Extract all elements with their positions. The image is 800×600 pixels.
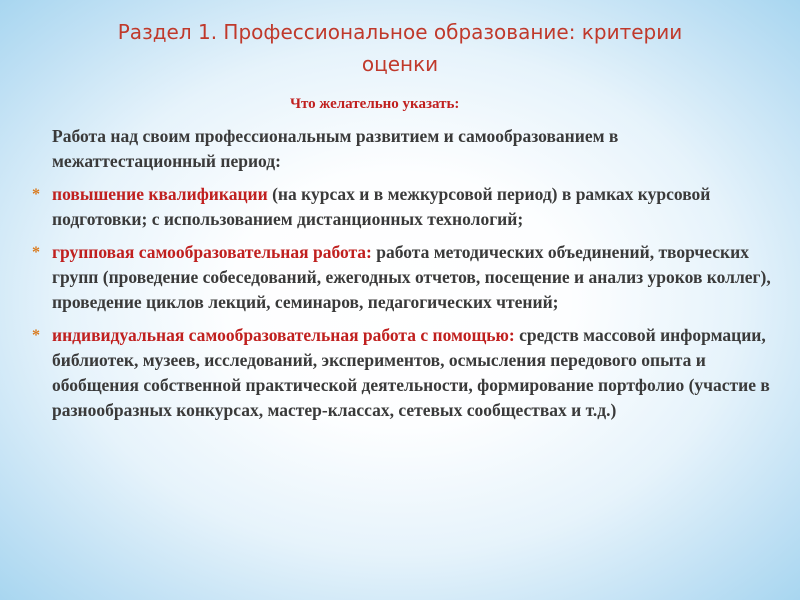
slide-title-line-1: Раздел 1. Профессиональное образование: критерии (117, 20, 683, 44)
bullet-2-text: работа методических объединений, творческих групп (проведение собеседований, ежегодных отчетов, посещение и анализ уроков коллег), проведение циклов лекций, семинаров, педагогических чтений; (52, 242, 771, 312)
bullet-2-highlight: групповая самообразовательная работа: (52, 242, 372, 262)
slide-title (40, 16, 760, 80)
asterisk-icon: * (32, 244, 40, 261)
asterisk-icon: * (32, 327, 40, 344)
bullet-item-3 (32, 323, 772, 423)
asterisk-icon: * (32, 186, 40, 203)
slide-body (32, 124, 772, 431)
intro-paragraph: Работа над своим профессиональным развитием и самообразованием в межаттестационный период: (52, 126, 619, 171)
bullet-item-2 (32, 240, 772, 315)
bullet-3-highlight: индивидуальная самообразовательная работа с помощью: (52, 325, 515, 345)
slide-subtitle: Что желательно указать: (290, 96, 460, 112)
bullet-1-highlight: повышение квалификации (52, 184, 268, 204)
bullet-item-1 (32, 182, 772, 232)
slide-title-line-2: оценки (361, 52, 439, 76)
bullet-3-text: средств массовой информации, библиотек, музеев, исследований, экспериментов, осмысления передового опыта и обобщения собственной практической деятельности, формирование портфолио (участие в разнообразных конкурсах, мастер-классах, сетевых сообществах и т.д.) (52, 325, 770, 420)
bullet-1-text: (на курсах и в межкурсовой период) в рамках курсовой подготовки; с использованием дистанционных технологий; (52, 184, 711, 229)
